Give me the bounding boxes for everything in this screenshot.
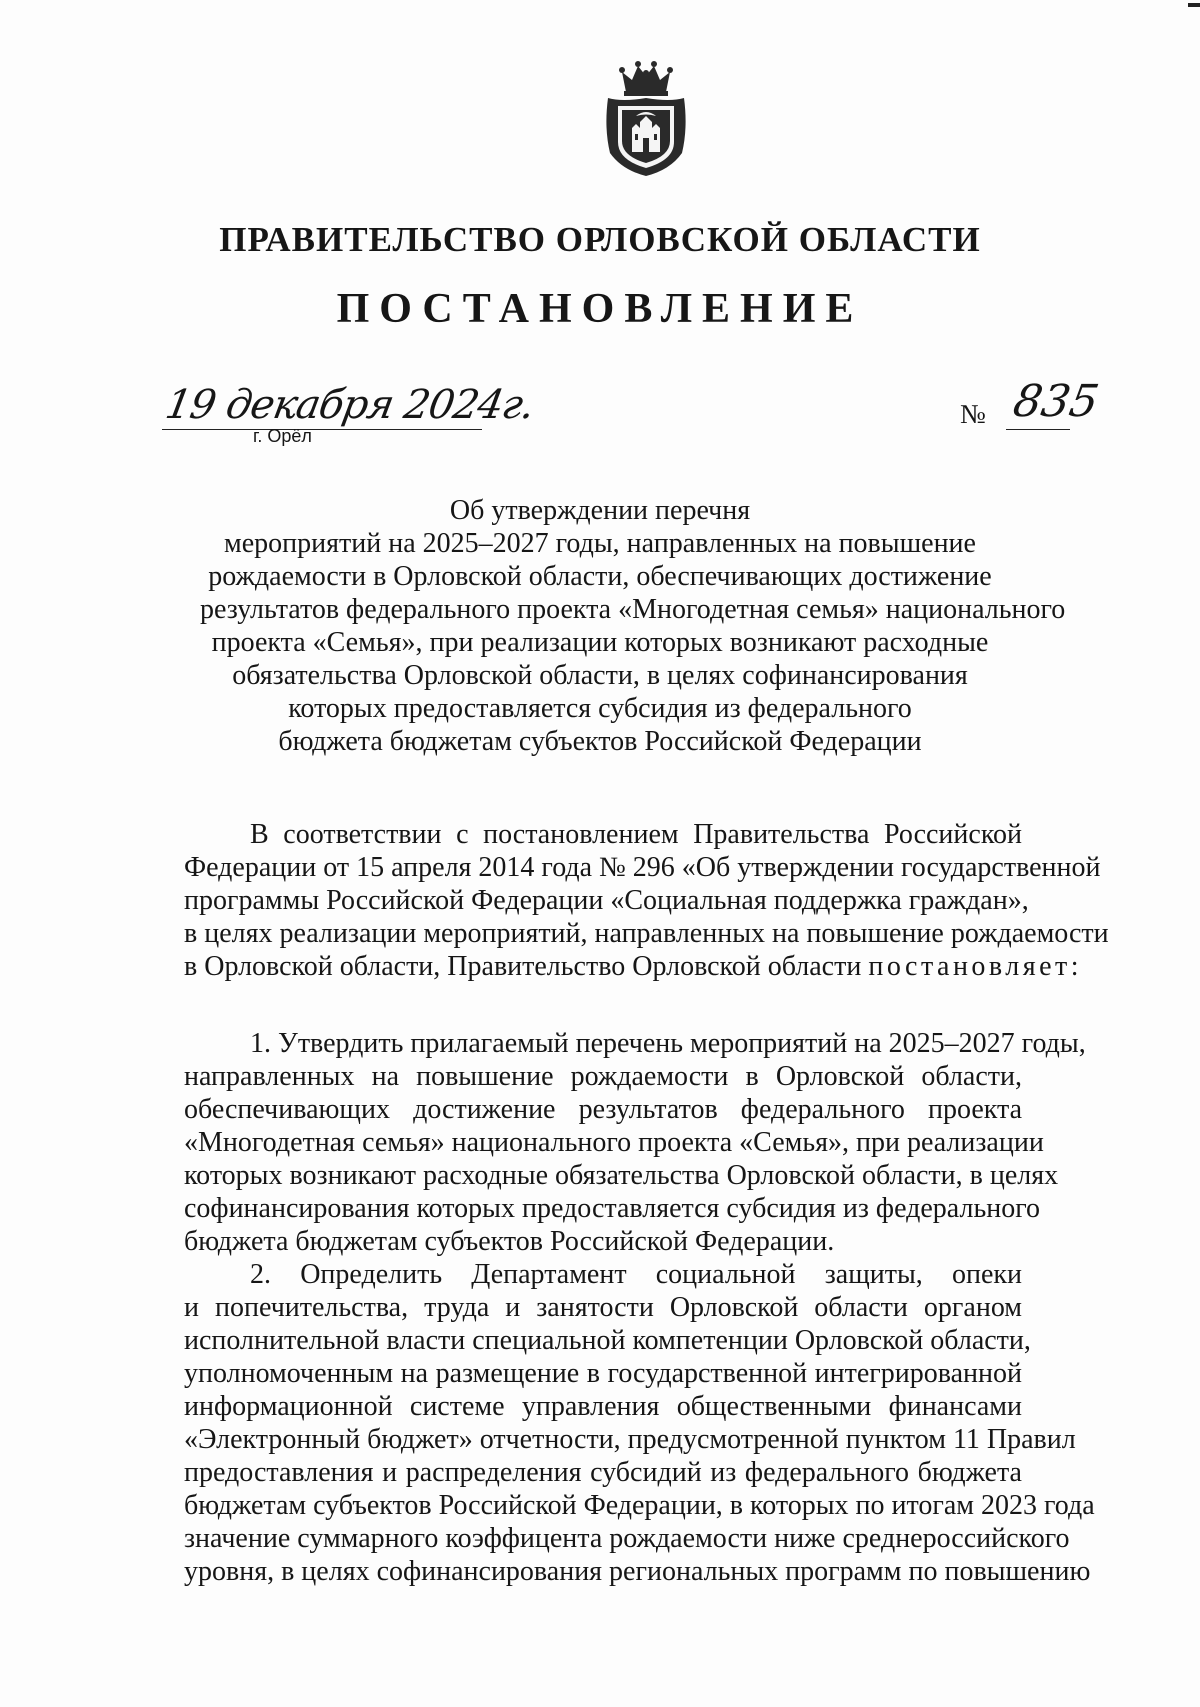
number-underline bbox=[1006, 429, 1070, 430]
handwritten-number: 835 bbox=[1009, 376, 1103, 427]
document-number-field bbox=[960, 376, 1110, 442]
document-body bbox=[184, 818, 1109, 1588]
body-line: бюджета бюджетам субъектов Российской Федерации. bbox=[184, 1226, 835, 1257]
body-line: 2. Определить Департамент социальной защиты, опеки bbox=[250, 1259, 1022, 1290]
body-line: исполнительной власти специальной компетенции Орловской области, bbox=[184, 1325, 1031, 1356]
number-sign: № bbox=[960, 399, 986, 429]
resolves-word: постановляет: bbox=[868, 951, 1083, 982]
body-line: софинансирования которых предоставляется субсидия из федерального bbox=[184, 1193, 1040, 1224]
handwritten-date: 19 декабря 2024г. bbox=[161, 382, 538, 428]
body-line: программы Российской Федерации «Социальная поддержка граждан», bbox=[184, 885, 1029, 916]
body-line: значение суммарного коэффицента рождаемости ниже среднероссийского bbox=[184, 1523, 1070, 1554]
city-label: г. Орёл bbox=[253, 426, 312, 446]
preamble-last-text: в Орловской области, Правительство Орловской области bbox=[184, 951, 869, 982]
item-1-paragraph bbox=[184, 1027, 1086, 1258]
orel-oblast-coat-of-arms-icon bbox=[600, 58, 692, 178]
body-line: 1. Утвердить прилагаемый перечень мероприятий на 2025–2027 годы, bbox=[250, 1028, 1086, 1059]
body-line: Федерации от 15 апреля 2014 года № 296 «Об утверждении государственной bbox=[184, 852, 1101, 883]
heading-line: результатов федерального проекта «Многодетная семья» национального bbox=[200, 594, 1066, 625]
heading-line: мероприятий на 2025–2027 годы, направленных на повышение bbox=[224, 528, 976, 559]
heading-line: рождаемости в Орловской области, обеспечивающих достижение bbox=[208, 561, 992, 592]
heading-line: Об утверждении перечня bbox=[449, 495, 751, 526]
heading-line: обязательства Орловской области, в целях софинансирования bbox=[232, 660, 968, 691]
body-line: уровня, в целях софинансирования региональных программ по повышению bbox=[184, 1556, 1091, 1587]
document-heading bbox=[200, 494, 1066, 758]
scan-mark bbox=[1188, 3, 1200, 7]
body-line: В соответствии с постановлением Правительства Российской bbox=[250, 819, 1022, 850]
date-underline bbox=[162, 429, 482, 430]
body-line: информационной системе управления общественными финансами bbox=[184, 1391, 1022, 1422]
government-name: ПРАВИТЕЛЬСТВО ОРЛОВСКОЙ ОБЛАСТИ bbox=[219, 220, 981, 259]
heading-line: проекта «Семья», при реализации которых возникают расходные bbox=[211, 627, 989, 658]
body-line: направленных на повышение рождаемости в Орловской области, bbox=[184, 1061, 1022, 1092]
body-line: в целях реализации мероприятий, направленных на повышение рождаемости bbox=[184, 918, 1109, 949]
body-line: и попечительства, труда и занятости Орловской области органом bbox=[184, 1292, 1022, 1323]
preamble-paragraph bbox=[184, 818, 1109, 983]
body-line: которых возникают расходные обязательства Орловской области, в целях bbox=[184, 1160, 1059, 1191]
body-line: уполномоченным на размещение в государственной интегрированной bbox=[184, 1358, 1022, 1389]
body-line: «Многодетная семья» национального проекта «Семья», при реализации bbox=[184, 1127, 1044, 1158]
heading-line: которых предоставляется субсидия из федерального bbox=[288, 693, 912, 724]
body-line: обеспечивающих достижение результатов федерального проекта bbox=[184, 1094, 1022, 1125]
body-line: предоставления и распределения субсидий из федерального бюджета bbox=[184, 1457, 1022, 1488]
heading-line: бюджета бюджетам субъектов Российской Федерации bbox=[278, 726, 922, 757]
body-line: «Электронный бюджет» отчетности, предусмотренной пунктом 11 Правил bbox=[184, 1424, 1076, 1455]
date-field bbox=[161, 382, 538, 446]
body-line: бюджетам субъектов Российской Федерации, в которых по итогам 2023 года bbox=[184, 1490, 1095, 1521]
body-line bbox=[184, 950, 1083, 983]
document-type: ПОСТАНОВЛЕНИЕ bbox=[336, 286, 864, 332]
item-2-paragraph bbox=[184, 1258, 1095, 1588]
